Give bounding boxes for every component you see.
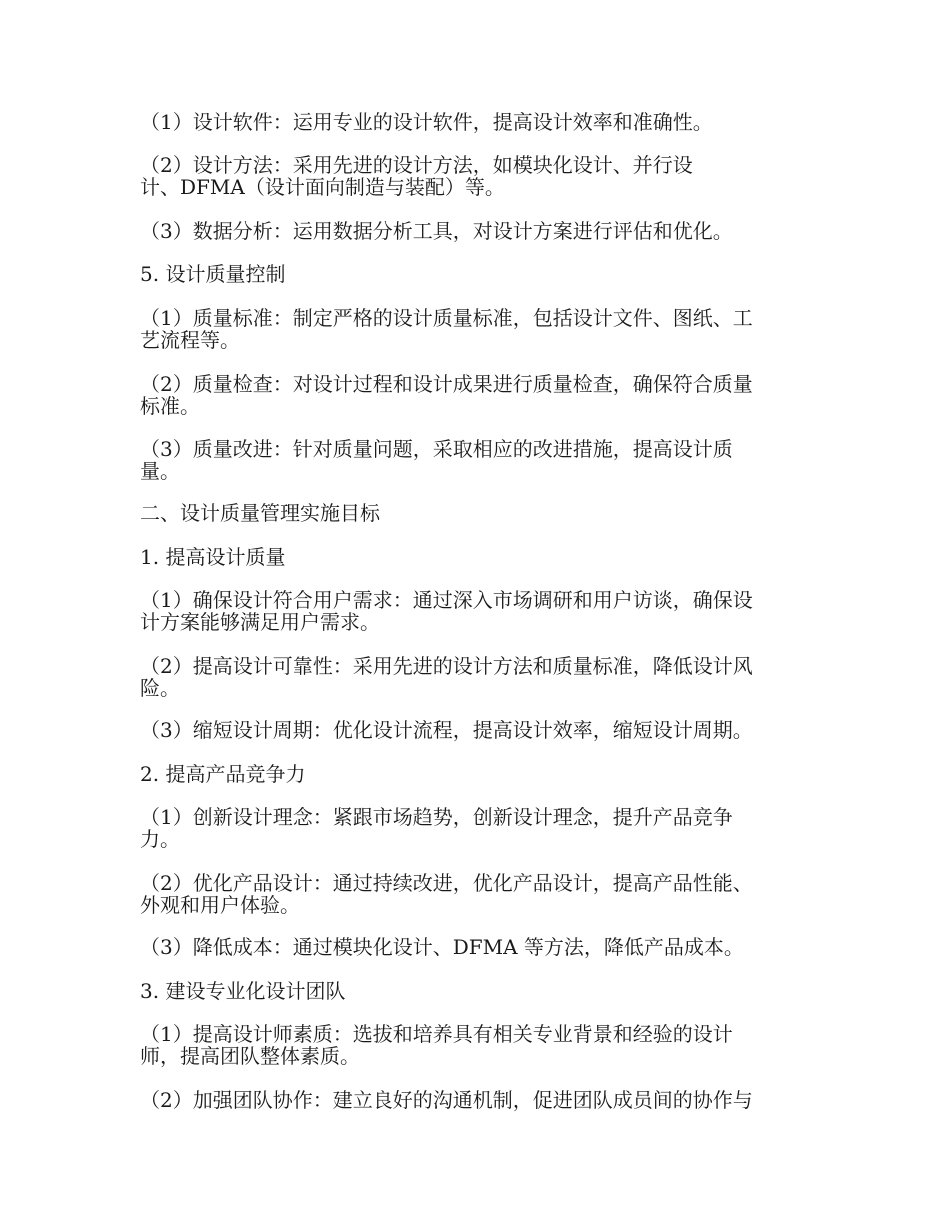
paragraph-quality-standard: （1）质量标准：制定严格的设计质量标准，包括设计文件、图纸、工 艺流程等。 — [140, 306, 753, 352]
paragraph-data-analysis: （3）数据分析：运用数据分析工具，对设计方案进行评估和优化。 — [140, 219, 733, 243]
paragraph-reliability: （2）提高设计可靠性：采用先进的设计方法和质量标准，降低设计风 险。 — [140, 654, 753, 700]
section-heading-quality-control: 5. 设计质量控制 — [140, 262, 286, 286]
paragraph-innovation: （1）创新设计理念：紧跟市场趋势，创新设计理念，提升产品竞争 力。 — [140, 805, 733, 851]
section-heading-design-team: 3. 建设专业化设计团队 — [140, 979, 346, 1003]
chapter-heading-implementation-goals: 二、设计质量管理实施目标 — [140, 501, 380, 525]
paragraph-quality-improvement: （3）质量改进：针对质量问题，采取相应的改进措施，提高设计质 量。 — [140, 437, 733, 483]
section-heading-competitiveness: 2. 提高产品竞争力 — [140, 762, 306, 786]
section-heading-improve-quality: 1. 提高设计质量 — [140, 545, 286, 569]
paragraph-design-method: （2）设计方法：采用先进的设计方法，如模块化设计、并行设 计、DFMA（设计面向制造与装配）等。 — [140, 153, 693, 199]
paragraph-shorten-cycle: （3）缩短设计周期：优化设计流程，提高设计效率，缩短设计周期。 — [140, 718, 753, 742]
paragraph-user-needs: （1）确保设计符合用户需求：通过深入市场调研和用户访谈，确保设 计方案能够满足用户需求。 — [140, 588, 753, 634]
paragraph-quality-inspection: （2）质量检查：对设计过程和设计成果进行质量检查，确保符合质量 标准。 — [140, 372, 753, 418]
paragraph-team-collaboration: （2）加强团队协作：建立良好的沟通机制，促进团队成员间的协作与 — [140, 1088, 753, 1112]
paragraph-design-software: （1）设计软件：运用专业的设计软件，提高设计效率和准确性。 — [140, 110, 713, 134]
paragraph-designer-quality: （1）提高设计师素质：选拔和培养具有相关专业背景和经验的设计 师，提高团队整体素质。 — [140, 1022, 733, 1068]
paragraph-optimize-product: （2）优化产品设计：通过持续改进，优化产品设计，提高产品性能、 外观和用户体验。 — [140, 871, 753, 917]
paragraph-reduce-cost: （3）降低成本：通过模块化设计、DFMA 等方法，降低产品成本。 — [140, 935, 744, 959]
